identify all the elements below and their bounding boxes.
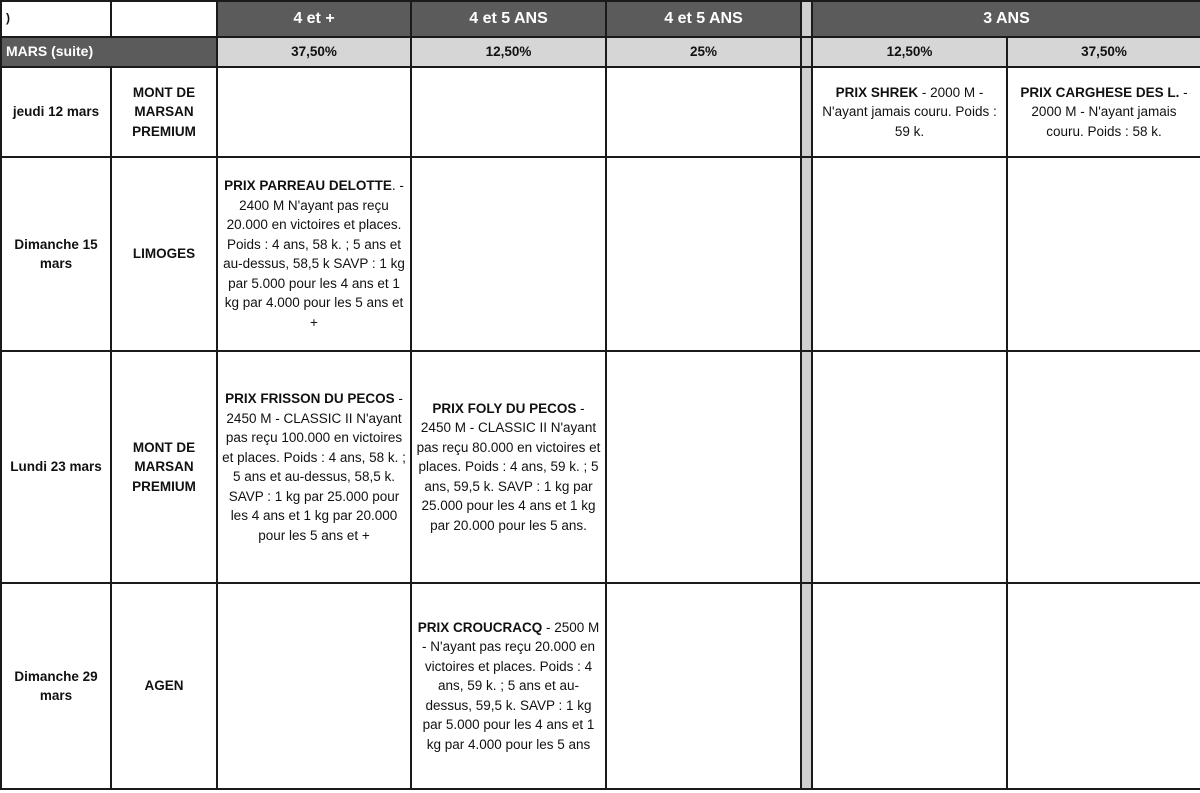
pct-cell-1: 37,50% xyxy=(217,37,411,67)
race-cell xyxy=(411,351,606,583)
pct-cell-3: 25% xyxy=(606,37,801,67)
col-header-4-5-ans: 4 et 5 ANS xyxy=(411,1,606,37)
race-cell xyxy=(812,351,1007,583)
race-cell xyxy=(1007,67,1200,157)
race-cell xyxy=(1007,583,1200,789)
race-name: PRIX SHREK xyxy=(835,84,919,100)
race-cell xyxy=(217,583,411,789)
race-cell xyxy=(1007,157,1200,351)
venue-cell: LIMOGES xyxy=(111,157,217,351)
race-name: PRIX CARGHESE DES L. xyxy=(1020,84,1180,100)
col-header-4-plus: 4 et + xyxy=(217,1,411,37)
venue-cell: MONT DE MARSAN PREMIUM xyxy=(111,67,217,157)
table-row xyxy=(1,157,1200,351)
table-row xyxy=(1,351,1200,583)
race-cell xyxy=(812,67,1007,157)
race-name: PRIX PARREAU DELOTTE xyxy=(224,178,392,193)
subheader-row xyxy=(1,37,1200,67)
race-cell xyxy=(217,157,411,351)
race-name: PRIX FRISSON DU PECOS xyxy=(225,391,395,406)
column-separator xyxy=(801,1,812,37)
race-details: - 2000 M - N'ayant jamais couru. Poids : 58 k. xyxy=(1031,84,1188,139)
race-details: - 2450 M - CLASSIC II N'ayant pas reçu 100.000 en victoires et places. Poids : 4 ans, 58 k. ; 5 ans et au-dessus, 58,5 k. SAVP : 1 kg par 25.000 pour les 4 ans et 1 kg par 20.000 pour les 5 ans et + xyxy=(222,391,406,543)
race-details: . - 2400 M N'ayant pas reçu 20.000 en victoires et places. Poids : 4 ans, 58 k. ; 5 ans et au-dessus, 58,5 k SAVP : 1 kg par 5.000 pour les 4 ans et 1 kg par 4.000 pour les 5 ans et + xyxy=(223,178,405,330)
race-cell xyxy=(812,157,1007,351)
race-cell xyxy=(1007,351,1200,583)
col-header-3-ans: 3 ANS xyxy=(812,1,1200,37)
column-separator xyxy=(801,157,812,351)
race-details: - 2450 M - CLASSIC II N'ayant pas reçu 80.000 en victoires et places. Poids : 4 ans, 59 k. ; 5 ans, 59,5 k. SAVP : 1 kg par 25.000 pour les 4 ans et 1 kg par 20.000 pour les 5 ans. xyxy=(416,400,601,533)
table-row xyxy=(1,583,1200,789)
race-name: PRIX CROUCRACQ xyxy=(417,619,543,635)
race-details: - 2500 M - N'ayant pas reçu 20.000 en victoires et places. Poids : 4 ans, 59 k. ; 5 ans et au-dessus, 59,5 k. SAVP : 1 kg par 5.000 pour les 4 ans et 1 kg par 4.000 pour les 5 ans xyxy=(422,619,600,752)
corner-cell: ) xyxy=(1,1,111,37)
column-separator xyxy=(801,583,812,789)
race-cell xyxy=(411,157,606,351)
month-label: MARS (suite) xyxy=(1,37,217,67)
col-header-4-5-ans-2: 4 et 5 ANS xyxy=(606,1,801,37)
venue-cell: AGEN xyxy=(111,583,217,789)
race-cell xyxy=(411,67,606,157)
race-cell xyxy=(606,351,801,583)
date-cell: jeudi 12 mars xyxy=(1,67,111,157)
race-cell xyxy=(411,583,606,789)
race-cell xyxy=(606,157,801,351)
race-cell xyxy=(217,67,411,157)
column-separator xyxy=(801,37,812,67)
venue-cell: MONT DE MARSAN PREMIUM xyxy=(111,351,217,583)
header-row xyxy=(1,1,1200,37)
race-cell xyxy=(606,67,801,157)
race-cell xyxy=(812,583,1007,789)
empty-header-cell xyxy=(111,1,217,37)
race-details: - 2000 M - N'ayant jamais couru. Poids : 59 k. xyxy=(822,84,997,139)
date-cell: Dimanche 15 mars xyxy=(1,157,111,351)
pct-cell-2: 12,50% xyxy=(411,37,606,67)
race-cell xyxy=(217,351,411,583)
column-separator xyxy=(801,67,812,157)
date-cell: Lundi 23 mars xyxy=(1,351,111,583)
pct-cell-4: 12,50% xyxy=(812,37,1007,67)
column-separator xyxy=(801,351,812,583)
race-cell xyxy=(606,583,801,789)
pct-cell-5: 37,50% xyxy=(1007,37,1200,67)
race-name: PRIX FOLY DU PECOS xyxy=(432,400,577,416)
date-cell: Dimanche 29 mars xyxy=(1,583,111,789)
table-row xyxy=(1,67,1200,157)
